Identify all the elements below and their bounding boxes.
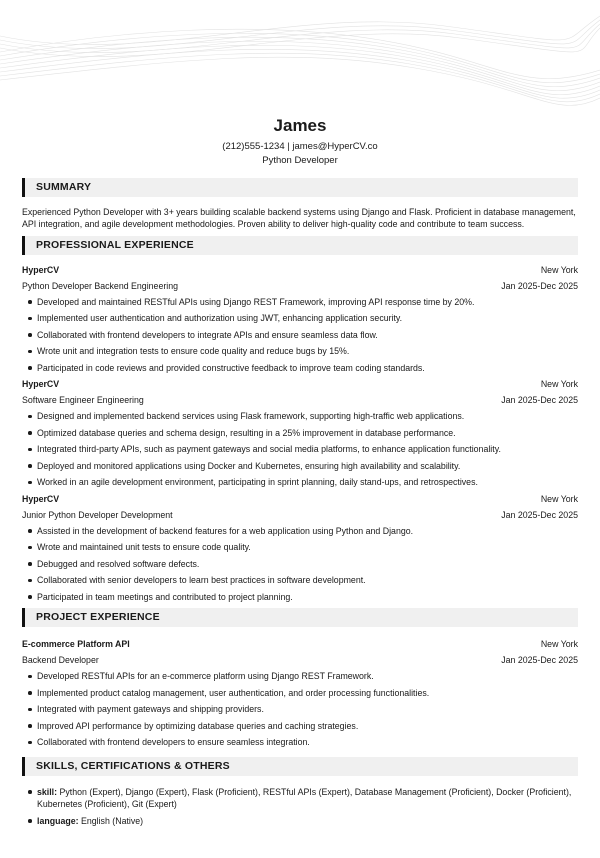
candidate-name: James — [273, 116, 327, 135]
bullet-item: Implemented product catalog management, user authentication, and order processing functionalities. — [22, 685, 578, 702]
project-dates: Jan 2025-Dec 2025 — [501, 655, 578, 666]
bullet-item: Integrated third-party APIs, such as payment gateways and social media platforms, to enhance application functionality. — [22, 441, 578, 458]
position-title: Junior Python Developer Development — [22, 509, 173, 520]
job-entry — [22, 262, 578, 377]
project-location: New York — [540, 639, 578, 650]
company-name: HyperCV — [22, 264, 60, 275]
bullet-item: Worked in an agile development environment, participating in sprint planning, daily stand-ups, and retrospectives. — [22, 474, 578, 491]
bullet-item: Optimized database queries and schema design, resulting in a 25% improvement in database performance. — [22, 425, 578, 442]
summary-text: Experienced Python Developer with 3+ years building scalable backend systems using Django and Flask. Proficient in database management, API integration, and agile development methodologies. Proven ability to deliver high-quality code and contribute to team success. — [22, 207, 576, 230]
bullet-item: Participated in code reviews and provided constructive feedback to improve team coding standards. — [22, 360, 578, 377]
section-heading-projects: PROJECT EXPERIENCE — [22, 608, 578, 627]
bullet-item: Integrated with payment gateways and shipping providers. — [22, 701, 578, 718]
language-value: English (Native) — [81, 815, 144, 826]
bullet-item: Collaborated with frontend developers to integrate APIs and ensure seamless data flow. — [22, 327, 578, 344]
job-dates: Jan 2025-Dec 2025 — [501, 509, 578, 520]
position-title: Python Developer Backend Engineering — [22, 280, 179, 291]
bullet-item: Participated in team meetings and contributed to project planning. — [22, 589, 578, 606]
project-name: E-commerce Platform API — [22, 639, 130, 650]
position-title: Software Engineer Engineering — [22, 395, 144, 406]
section-heading-experience: PROFESSIONAL EXPERIENCE — [22, 236, 578, 255]
bullet-item: Designed and implemented backend services using Flask framework, supporting high-traffic web applications. — [22, 408, 578, 425]
job-location: New York — [540, 493, 578, 504]
job-dates: Jan 2025-Dec 2025 — [501, 395, 578, 406]
contact-info: (212)555-1234 | james@HyperCV.co — [222, 141, 378, 152]
skill-item — [22, 786, 578, 811]
skill-key: skill: — [37, 786, 58, 797]
job-bullets — [22, 523, 578, 606]
bullet-item: Deployed and monitored applications using Docker and Kubernetes, ensuring high availability and scalability. — [22, 458, 578, 475]
bullet-item: Collaborated with frontend developers to ensure seamless integration. — [22, 734, 578, 751]
bullet-item: Developed and maintained RESTful APIs using Django REST Framework, improving API response time by 20%. — [22, 294, 578, 311]
section-heading-summary: SUMMARY — [22, 178, 578, 197]
project-role: Backend Developer — [22, 655, 99, 666]
project-entry — [22, 636, 578, 751]
bullet-item: Wrote unit and integration tests to ensure code quality and reduce bugs by 15%. — [22, 343, 578, 360]
project-bullets — [22, 668, 578, 751]
job-location: New York — [540, 379, 578, 390]
language-key: language: — [37, 815, 79, 826]
language-item — [22, 815, 578, 828]
bullet-item: Debugged and resolved software defects. — [22, 556, 578, 573]
bullet-item: Wrote and maintained unit tests to ensure code quality. — [22, 539, 578, 556]
bullet-item: Collaborated with senior developers to learn best practices in software development. — [22, 572, 578, 589]
resume-header — [22, 0, 578, 168]
job-entry — [22, 376, 578, 491]
company-name: HyperCV — [22, 493, 60, 504]
job-bullets — [22, 294, 578, 377]
skill-value: Python (Expert), Django (Expert), Flask (Proficient), RESTful APIs (Expert), Database Management (Proficient), Docker (Proficient), Kubernetes (Proficient), Git (Expert) — [37, 786, 572, 810]
bullet-item: Implemented user authentication and authorization using JWT, enhancing application security. — [22, 310, 578, 327]
company-name: HyperCV — [22, 379, 60, 390]
job-dates: Jan 2025-Dec 2025 — [501, 280, 578, 291]
bullet-item: Assisted in the development of backend features for a web application using Python and Django. — [22, 523, 578, 540]
skills-list — [22, 786, 578, 828]
bullet-item: Developed RESTful APIs for an e-commerce platform using Django REST Framework. — [22, 668, 578, 685]
job-entry — [22, 491, 578, 606]
bullet-item: Improved API performance by optimizing database queries and caching strategies. — [22, 718, 578, 735]
job-title: Python Developer — [262, 155, 338, 166]
section-heading-skills: SKILLS, CERTIFICATIONS & OTHERS — [22, 757, 578, 776]
experience-list — [22, 262, 578, 606]
job-bullets — [22, 408, 578, 491]
job-location: New York — [540, 264, 578, 275]
